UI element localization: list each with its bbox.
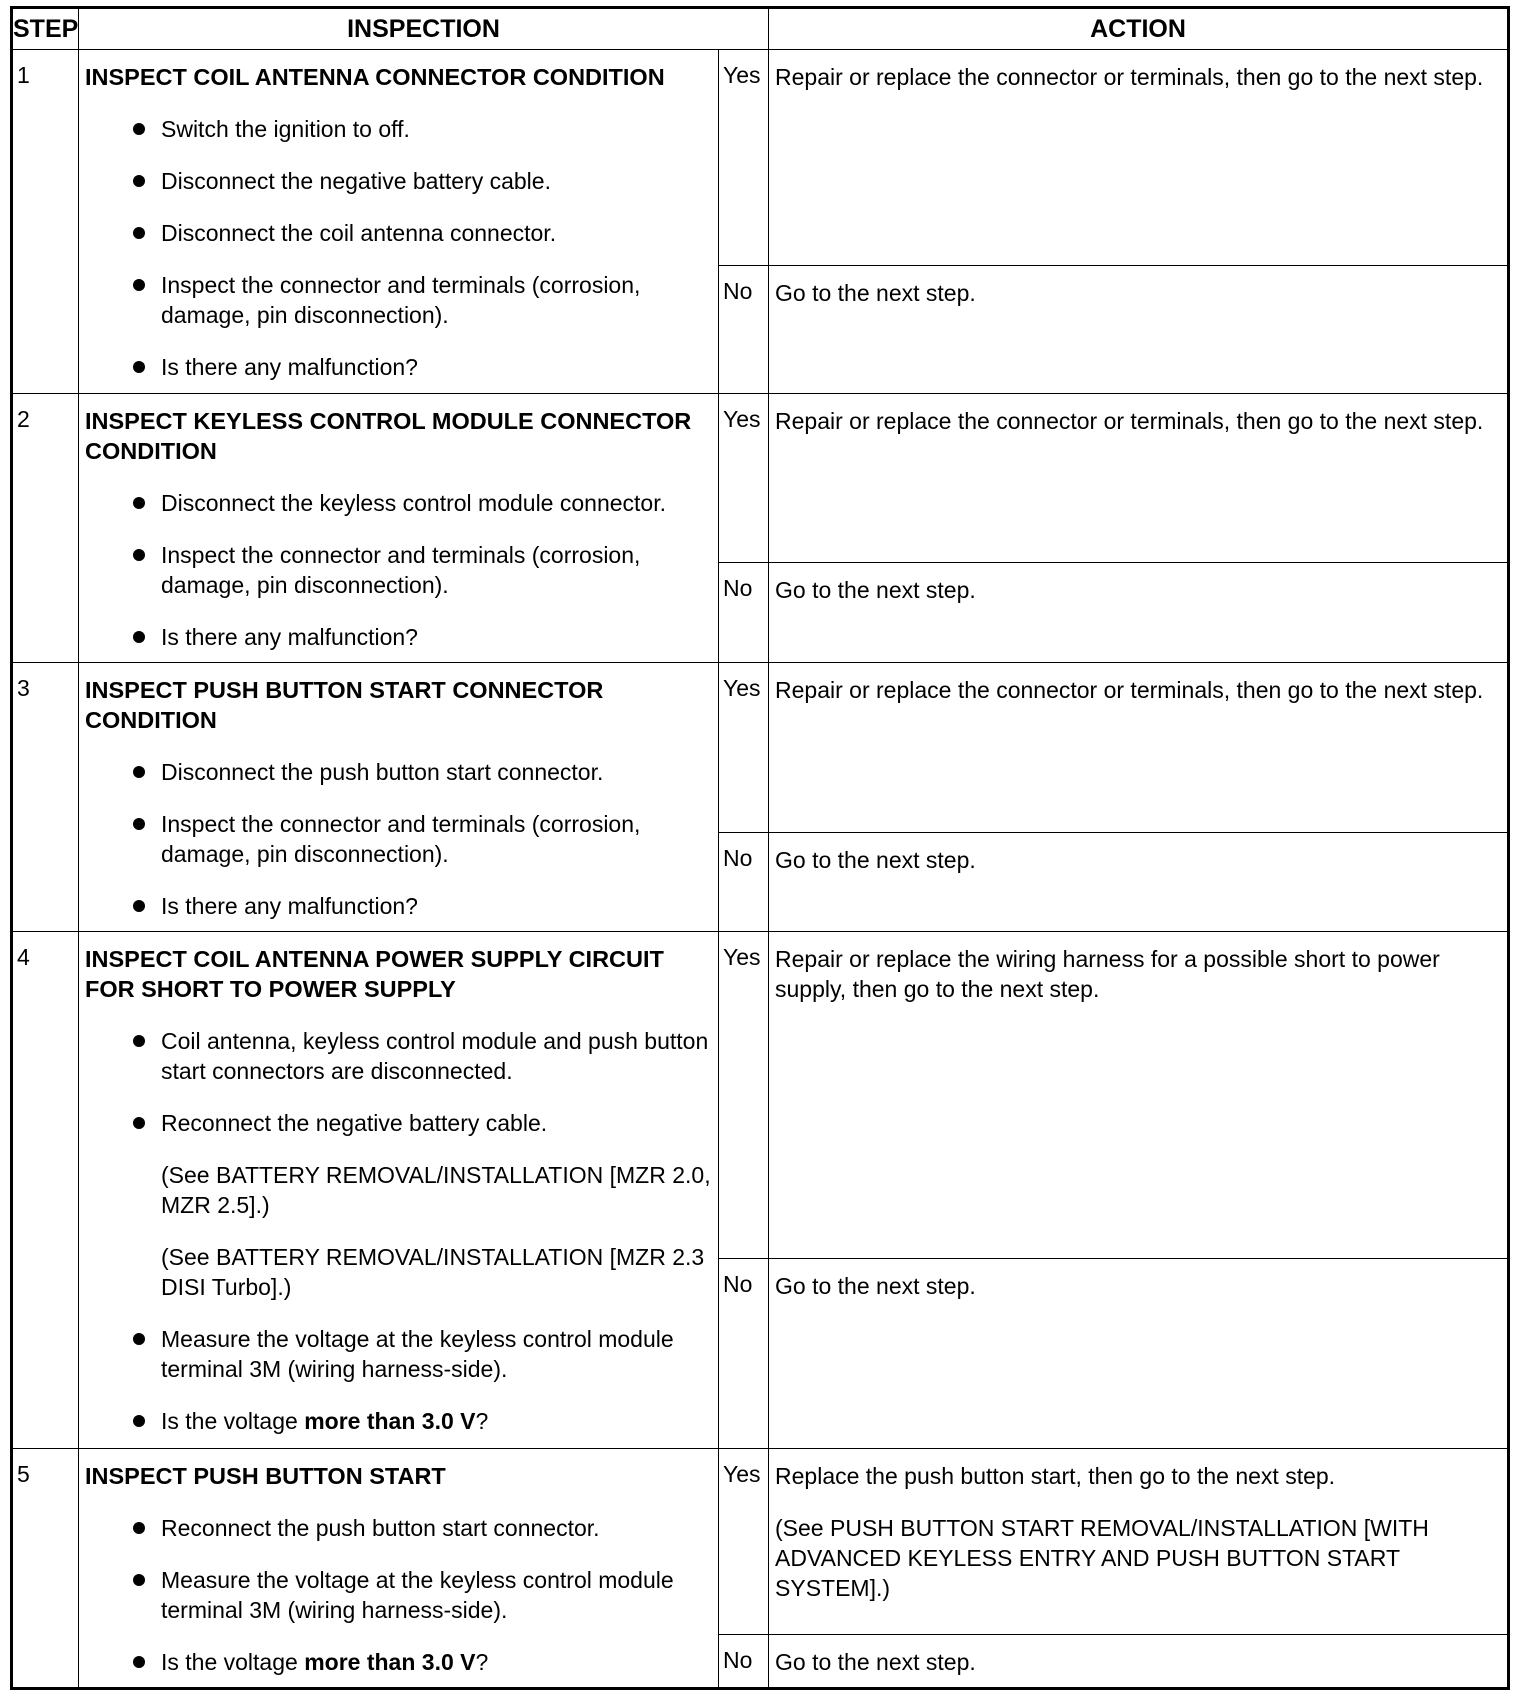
list-item: Disconnect the push button start connector. <box>133 757 712 787</box>
inspection-cell <box>79 931 719 1448</box>
step-number: 2 <box>12 393 79 662</box>
inspection-title: INSPECT COIL ANTENNA POWER SUPPLY CIRCUIT FOR SHORT TO POWER SUPPLY <box>85 945 664 1002</box>
bullet-icon <box>133 900 145 912</box>
table-row <box>12 393 1509 563</box>
bullet-icon <box>133 123 145 135</box>
bullet-icon <box>133 227 145 239</box>
yes-action: Replace the push button start, then go to the next step. (See PUSH BUTTON START REMOVAL/INSTALLATION [WITH ADVANCED KEYLESS ENTRY AND PUSH BUTTON START SYSTEM].) <box>769 1449 1509 1635</box>
bullet-icon <box>133 1574 145 1586</box>
inspection-cell <box>79 393 719 662</box>
list-item: Measure the voltage at the keyless control module terminal 3M (wiring harness-side). <box>133 1565 712 1625</box>
bullet-icon <box>133 1035 145 1047</box>
inspection-cell <box>79 1449 719 1689</box>
bullet-icon <box>133 1522 145 1534</box>
list-item: Inspect the connector and terminals (corrosion, damage, pin disconnection). <box>133 270 712 330</box>
inspection-title: INSPECT PUSH BUTTON START CONNECTOR CONDITION <box>85 676 604 733</box>
bullet-icon <box>133 175 145 187</box>
bullet-icon <box>133 1117 145 1129</box>
list-item: Is the voltage more than 3.0 V? <box>133 1647 712 1677</box>
list-item: Is there any malfunction? <box>133 352 712 382</box>
list-item: Is there any malfunction? <box>133 891 712 921</box>
yes-action: Repair or replace the connector or terminals, then go to the next step. <box>769 393 1509 563</box>
reference-note[interactable]: (See BATTERY REMOVAL/INSTALLATION [MZR 2.0, MZR 2.5].) <box>161 1161 711 1218</box>
yes-action: Repair or replace the wiring harness for a possible short to power supply, then go to the next step. <box>769 931 1509 1258</box>
list-item: Disconnect the coil antenna connector. <box>133 218 712 248</box>
header-inspection: INSPECTION <box>79 8 769 50</box>
no-action: Go to the next step. <box>769 563 1509 663</box>
step-number: 3 <box>12 662 79 931</box>
inspection-cell <box>79 662 719 931</box>
inspection-title: INSPECT PUSH BUTTON START <box>85 1463 446 1490</box>
list-item: Is there any malfunction? <box>133 622 712 652</box>
bullet-icon <box>133 1656 145 1668</box>
yes-action: Repair or replace the connector or terminals, then go to the next step. <box>769 50 1509 266</box>
list-item: Disconnect the negative battery cable. <box>133 166 712 196</box>
header-action: ACTION <box>769 8 1509 50</box>
yes-label: Yes <box>719 662 769 832</box>
no-label: No <box>719 265 769 393</box>
inspection-list <box>85 1513 712 1677</box>
diagnostic-procedure-table <box>10 6 1507 1690</box>
table-row <box>12 931 1509 1258</box>
inspection-list <box>85 488 712 652</box>
no-action: Go to the next step. <box>769 265 1509 393</box>
inspection-list <box>85 114 712 382</box>
yes-label: Yes <box>719 931 769 1258</box>
inspection-cell <box>79 50 719 394</box>
table-header-row <box>12 8 1509 50</box>
reference-note[interactable]: (See BATTERY REMOVAL/INSTALLATION [MZR 2.3 DISI Turbo].) <box>161 1243 705 1300</box>
table-row <box>12 662 1509 832</box>
bullet-icon <box>133 361 145 373</box>
list-item: Reconnect the negative battery cable. <box>133 1108 712 1138</box>
bullet-icon <box>133 497 145 509</box>
no-label: No <box>719 1259 769 1449</box>
table-row <box>12 1449 1509 1635</box>
yes-label: Yes <box>719 50 769 266</box>
table-row <box>12 50 1509 266</box>
list-item: Inspect the connector and terminals (corrosion, damage, pin disconnection). <box>133 540 712 600</box>
step-number: 5 <box>12 1449 79 1689</box>
no-label: No <box>719 1635 769 1689</box>
bullet-icon <box>133 1415 145 1427</box>
no-label: No <box>719 832 769 931</box>
list-item: Inspect the connector and terminals (corrosion, damage, pin disconnection). <box>133 809 712 869</box>
list-item: Disconnect the keyless control module connector. <box>133 488 712 518</box>
bullet-icon <box>133 818 145 830</box>
list-item: Measure the voltage at the keyless control module terminal 3M (wiring harness-side). <box>133 1324 712 1384</box>
bullet-icon <box>133 279 145 291</box>
reference-note[interactable]: (See PUSH BUTTON START REMOVAL/INSTALLATION [WITH ADVANCED KEYLESS ENTRY AND PUSH BUTTON START SYSTEM].) <box>775 1515 1429 1602</box>
no-action: Go to the next step. <box>769 1259 1509 1449</box>
no-label: No <box>719 563 769 663</box>
yes-action: Repair or replace the connector or terminals, then go to the next step. <box>769 662 1509 832</box>
bullet-icon <box>133 1333 145 1345</box>
list-item: Reconnect the push button start connector. <box>133 1513 712 1543</box>
list-item: Switch the ignition to off. <box>133 114 712 144</box>
inspection-list <box>85 757 712 921</box>
inspection-title: INSPECT KEYLESS CONTROL MODULE CONNECTOR CONDITION <box>85 407 692 464</box>
yes-label: Yes <box>719 1449 769 1635</box>
no-action: Go to the next step. <box>769 1635 1509 1689</box>
step-number: 4 <box>12 931 79 1448</box>
list-item: Is the voltage more than 3.0 V? <box>133 1406 712 1436</box>
bullet-icon <box>133 631 145 643</box>
step-number: 1 <box>12 50 79 394</box>
bullet-icon <box>133 766 145 778</box>
no-action: Go to the next step. <box>769 832 1509 931</box>
list-item: Coil antenna, keyless control module and push button start connectors are disconnected. <box>133 1026 712 1086</box>
yes-label: Yes <box>719 393 769 563</box>
inspection-list <box>85 1324 712 1436</box>
inspection-list <box>85 1026 712 1138</box>
bullet-icon <box>133 549 145 561</box>
inspection-title: INSPECT COIL ANTENNA CONNECTOR CONDITION <box>85 64 665 90</box>
header-step: STEP <box>12 8 79 50</box>
